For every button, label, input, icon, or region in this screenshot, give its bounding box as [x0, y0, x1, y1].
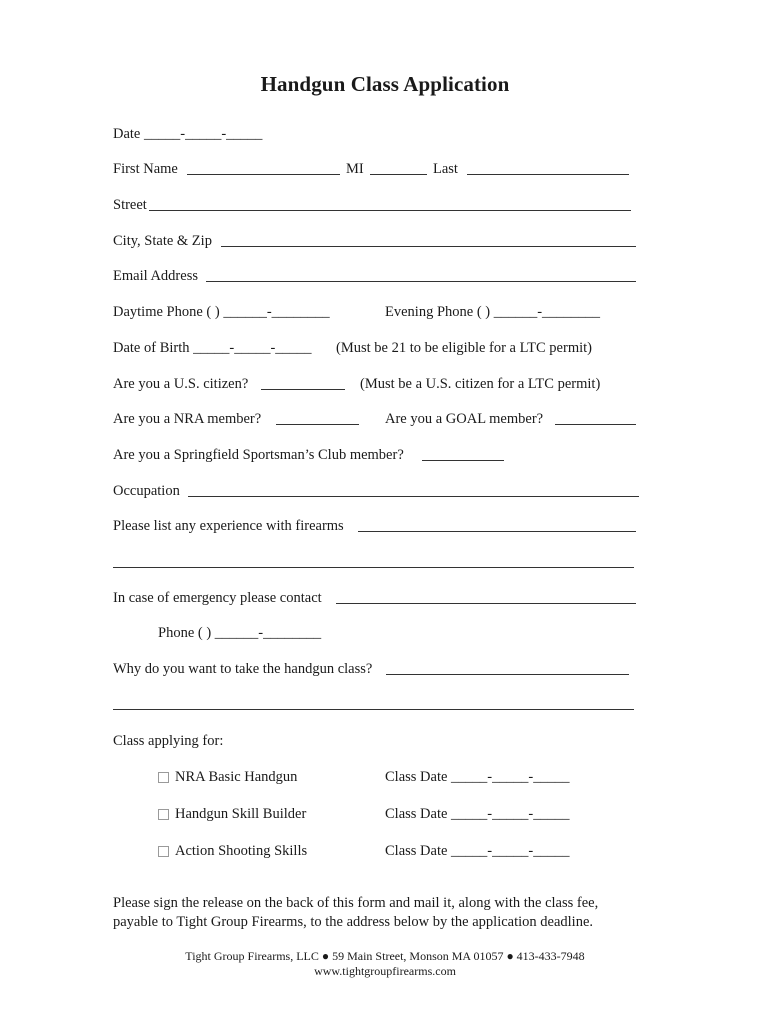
nra-member-field[interactable]	[276, 424, 359, 425]
instructions-line-1: Please sign the release on the back of this form and mail it, along with the class fee,	[113, 895, 599, 911]
springfield-member-field[interactable]	[422, 460, 504, 461]
skill-builder-checkbox[interactable]	[158, 809, 169, 820]
occupation-field[interactable]	[188, 496, 639, 497]
experience-field-line-2[interactable]	[113, 567, 634, 568]
citizen-note: (Must be a U.S. citizen for a LTC permit)	[360, 376, 601, 392]
city-state-zip-field[interactable]	[221, 246, 636, 247]
why-field-line-2[interactable]	[113, 709, 634, 710]
instructions-line-2: payable to Tight Group Firearms, to the address below by the application deadline.	[113, 914, 594, 930]
why-field[interactable]	[386, 674, 629, 675]
street-field[interactable]	[149, 210, 631, 211]
citizen-field[interactable]	[261, 389, 345, 390]
footer-address: Tight Group Firearms, LLC ● 59 Main Street, Monson MA 01057 ● 413-433-7948	[185, 949, 585, 963]
page-title: Handgun Class Application	[260, 72, 510, 96]
action-shooting-checkbox[interactable]	[158, 846, 169, 857]
emergency-contact-field[interactable]	[336, 603, 636, 604]
date-field[interactable]: Date _____-_____-_____	[113, 126, 263, 142]
email-field[interactable]	[206, 281, 636, 282]
goal-member-label: Are you a GOAL member?	[385, 411, 544, 427]
last-name-field[interactable]	[467, 174, 629, 175]
mi-label: MI	[346, 161, 364, 177]
street-label: Street	[113, 197, 147, 213]
dob-note: (Must be 21 to be eligible for a LTC permit)	[336, 340, 592, 356]
last-name-label: Last	[433, 161, 458, 177]
class-heading: Class applying for:	[113, 733, 224, 749]
city-state-zip-label: City, State & Zip	[113, 233, 212, 249]
goal-member-field[interactable]	[555, 424, 636, 425]
class-date-field[interactable]: Class Date _____-_____-_____	[385, 843, 570, 859]
class-name: Action Shooting Skills	[175, 843, 308, 859]
evening-phone-field[interactable]: Evening Phone ( ) ______-________	[385, 304, 601, 320]
class-name: NRA Basic Handgun	[175, 769, 298, 785]
nra-basic-checkbox[interactable]	[158, 772, 169, 783]
why-label: Why do you want to take the handgun class?	[113, 661, 373, 677]
first-name-label: First Name	[113, 161, 178, 177]
email-label: Email Address	[113, 268, 198, 284]
experience-field[interactable]	[358, 531, 636, 532]
first-name-field[interactable]	[187, 174, 340, 175]
class-name: Handgun Skill Builder	[175, 806, 307, 822]
class-date-field[interactable]: Class Date _____-_____-_____	[385, 806, 570, 822]
springfield-member-label: Are you a Springfield Sportsman’s Club member?	[113, 447, 404, 463]
footer-website[interactable]: www.tightgroupfirearms.com	[314, 964, 456, 978]
class-date-field[interactable]: Class Date _____-_____-_____	[385, 769, 570, 785]
citizen-label: Are you a U.S. citizen?	[113, 376, 249, 392]
daytime-phone-field[interactable]: Daytime Phone ( ) ______-________	[113, 304, 330, 320]
dob-field[interactable]: Date of Birth _____-_____-_____	[113, 340, 312, 356]
nra-member-label: Are you a NRA member?	[113, 411, 262, 427]
experience-label: Please list any experience with firearms	[113, 518, 344, 534]
emergency-phone-field[interactable]: Phone ( ) ______-________	[158, 625, 322, 641]
mi-field[interactable]	[370, 174, 427, 175]
emergency-contact-label: In case of emergency please contact	[113, 590, 322, 606]
occupation-label: Occupation	[113, 483, 180, 499]
